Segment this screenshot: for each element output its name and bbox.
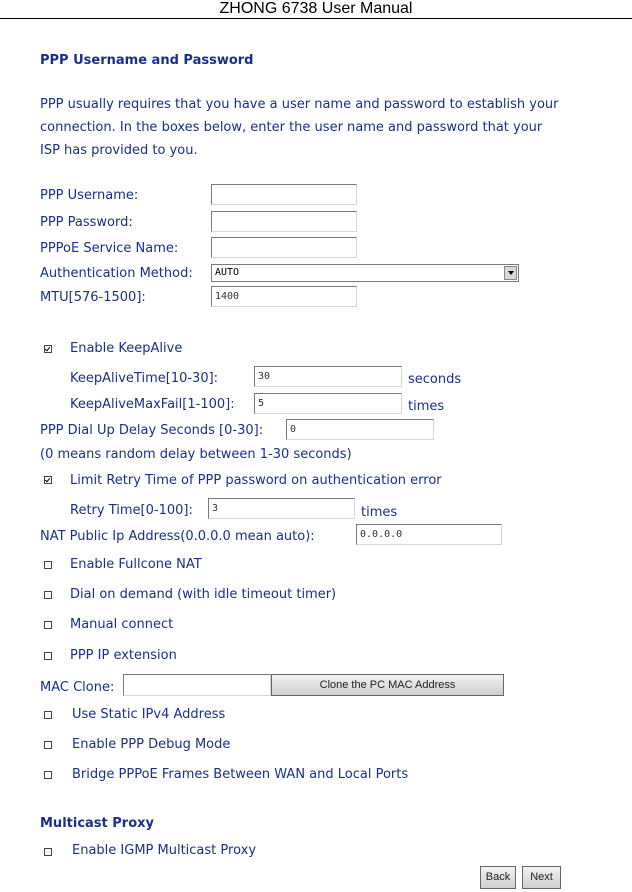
ppp-ip-extension-label: PPP IP extension: [70, 648, 177, 663]
username-label: PPP Username:: [40, 188, 139, 203]
igmp-proxy-label: Enable IGMP Multicast Proxy: [72, 843, 257, 858]
auth-method-label: Authentication Method:: [40, 266, 193, 281]
igmp-proxy-checkbox[interactable]: [44, 848, 52, 856]
section-title: PPP Username and Password: [40, 53, 254, 68]
dial-on-demand-checkbox[interactable]: [44, 591, 52, 599]
mac-clone-label: MAC Clone:: [40, 680, 115, 695]
username-input[interactable]: [211, 184, 357, 205]
fullcone-nat-label: Enable Fullcone NAT: [70, 557, 202, 572]
service-name-input[interactable]: [211, 237, 357, 258]
keepalive-maxfail-input[interactable]: 5: [254, 393, 402, 414]
dialup-delay-input[interactable]: 0: [286, 419, 434, 440]
fullcone-nat-checkbox[interactable]: [44, 561, 52, 569]
password-input[interactable]: [211, 211, 357, 232]
keepalive-time-label: KeepAliveTime[10-30]:: [70, 371, 219, 386]
ppp-ip-extension-checkbox[interactable]: [44, 652, 52, 660]
ppp-debug-label: Enable PPP Debug Mode: [72, 737, 231, 752]
intro-line-1: PPP usually requires that you have a user name and password to establish your: [40, 97, 559, 112]
mtu-label: MTU[576-1500]:: [40, 290, 146, 305]
manual-header: ZHONG 6738 User Manual: [0, 0, 632, 19]
keepalive-maxfail-unit: times: [408, 399, 445, 414]
intro-line-3: ISP has provided to you.: [40, 143, 198, 158]
dialup-delay-label: PPP Dial Up Delay Seconds [0-30]:: [40, 423, 264, 438]
ppp-debug-checkbox[interactable]: [44, 741, 52, 749]
limit-retry-checkbox[interactable]: [44, 476, 52, 484]
keepalive-maxfail-label: KeepAliveMaxFail[1-100]:: [70, 397, 235, 412]
chevron-down-icon[interactable]: [504, 266, 517, 280]
auth-method-value: AUTO: [215, 267, 240, 278]
dialup-delay-note: (0 means random delay between 1-30 seconds): [40, 447, 352, 462]
service-name-label: PPPoE Service Name:: [40, 241, 179, 256]
retry-time-label: Retry Time[0-100]:: [70, 503, 193, 518]
retry-time-unit: times: [361, 505, 398, 520]
intro-line-2: connection. In the boxes below, enter the user name and password that your: [40, 120, 543, 135]
bridge-pppoe-label: Bridge PPPoE Frames Between WAN and Local Ports: [72, 767, 409, 782]
nat-ip-label: NAT Public Ip Address(0.0.0.0 mean auto):: [40, 529, 315, 544]
auth-method-select[interactable]: [211, 264, 519, 282]
back-button[interactable]: Back: [480, 866, 516, 889]
manual-connect-label: Manual connect: [70, 617, 174, 632]
mac-clone-input[interactable]: [123, 674, 271, 696]
keepalive-label: Enable KeepAlive: [70, 341, 183, 356]
mtu-input[interactable]: 1400: [211, 286, 357, 307]
multicast-proxy-title: Multicast Proxy: [40, 816, 155, 831]
password-label: PPP Password:: [40, 215, 133, 230]
static-ipv4-checkbox[interactable]: [44, 711, 52, 719]
keepalive-time-input[interactable]: 30: [254, 366, 402, 387]
manual-connect-checkbox[interactable]: [44, 621, 52, 629]
keepalive-checkbox[interactable]: [44, 345, 52, 353]
retry-time-input[interactable]: 3: [208, 498, 355, 519]
next-button[interactable]: Next: [522, 866, 561, 889]
nat-ip-input[interactable]: 0.0.0.0: [356, 524, 502, 545]
bridge-pppoe-checkbox[interactable]: [44, 771, 52, 779]
clone-mac-button[interactable]: Clone the PC MAC Address: [271, 674, 504, 696]
dial-on-demand-label: Dial on demand (with idle timeout timer): [70, 587, 337, 602]
keepalive-time-unit: seconds: [408, 372, 462, 387]
limit-retry-label: Limit Retry Time of PPP password on authentication error: [70, 473, 442, 488]
static-ipv4-label: Use Static IPv4 Address: [72, 707, 226, 722]
